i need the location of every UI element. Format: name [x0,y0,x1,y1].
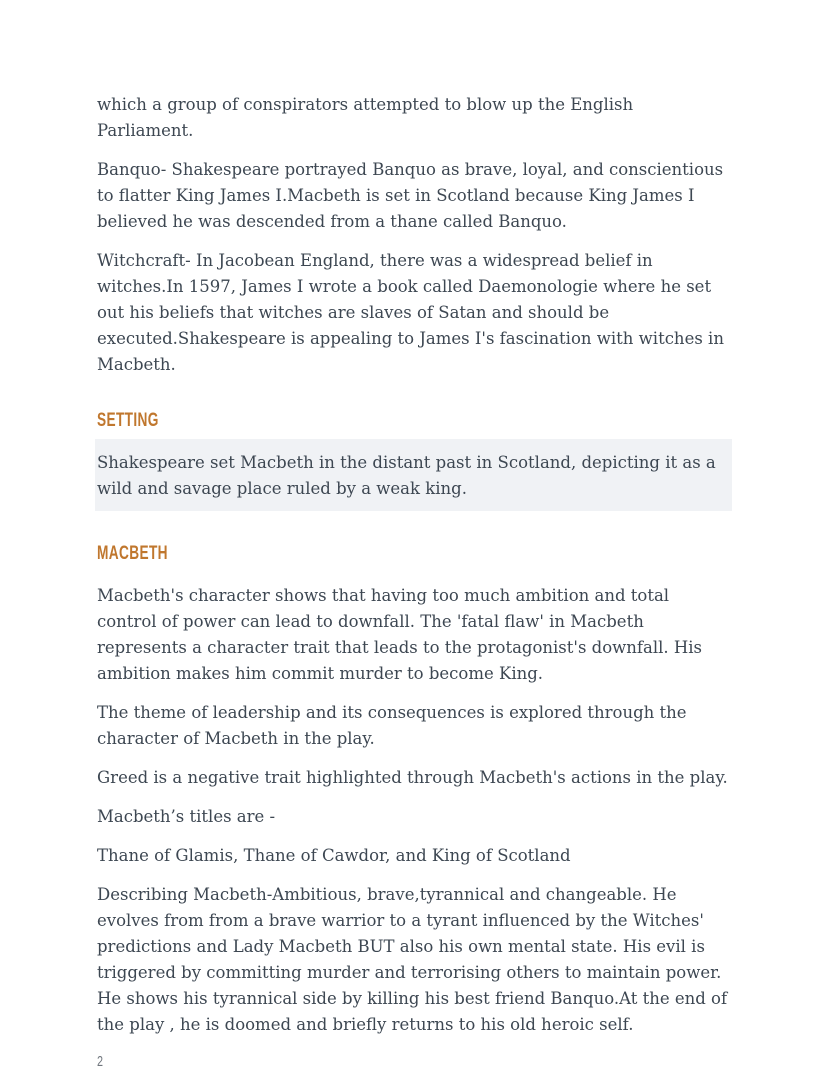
section-heading-setting-label: SETTING [97,410,159,431]
section-heading-setting [97,408,730,439]
paragraph-macbeth-titles-intro: Macbeth’s titles are - [97,807,276,826]
paragraph-macbeth-greed: Greed is a negative trait highlighted through Macbeth's actions in the play. [97,768,728,787]
paragraph-macbeth-leadership: The theme of leadership and its consequences is explored through the character of Macbeth in the play. [97,703,687,748]
section-heading-macbeth [97,541,730,572]
paragraph-banquo: Banquo- Shakespeare portrayed Banquo as brave, loyal, and conscientious to flatter King James I.Macbeth is set in Scotland because King James I believed he was descended from a thane called Banquo. [97,160,724,231]
setting-highlight-callout [95,439,732,511]
page-number: 2 [97,1053,104,1070]
paragraph-macbeth-ambition: Macbeth's character shows that having too much ambition and total control of power can lead to downfall. The 'fatal flaw' in Macbeth represents a character trait that leads to the protagonist's downfall. His ambition makes him commit murder to become King. [97,586,703,683]
paragraph-setting: Shakespeare set Macbeth in the distant past in Scotland, depicting it as a wild and savage place ruled by a weak king. [97,453,716,498]
section-heading-macbeth-label: MACBETH [97,543,168,564]
paragraph-witchcraft: Witchcraft- In Jacobean England, there was a widespread belief in witches.In 1597, James I wrote a book called Daemonologie where he set out his beliefs that witches are slaves of Satan and should be executed.Shakespeare is appealing to James I's fascination with witches in Macbeth. [97,251,724,374]
page-footer [97,1052,730,1071]
paragraph-macbeth-titles-list: Thane of Glamis, Thane of Cawdor, and King of Scotland [97,846,571,865]
paragraph-gunpowder-plot: which a group of conspirators attempted to blow up the English Parliament. [97,95,634,140]
paragraph-macbeth-description: Describing Macbeth-Ambitious, brave,tyrannical and changeable. He evolves from from a brave warrior to a tyrant influenced by the Witches' predictions and Lady Macbeth BUT also his own mental state. His evil is triggered by committing murder and terrorising others to maintain power. He shows his tyrannical side by killing his best friend Banquo.At the end of the play , he is doomed and briefly returns to his old heroic self. [97,885,728,1034]
